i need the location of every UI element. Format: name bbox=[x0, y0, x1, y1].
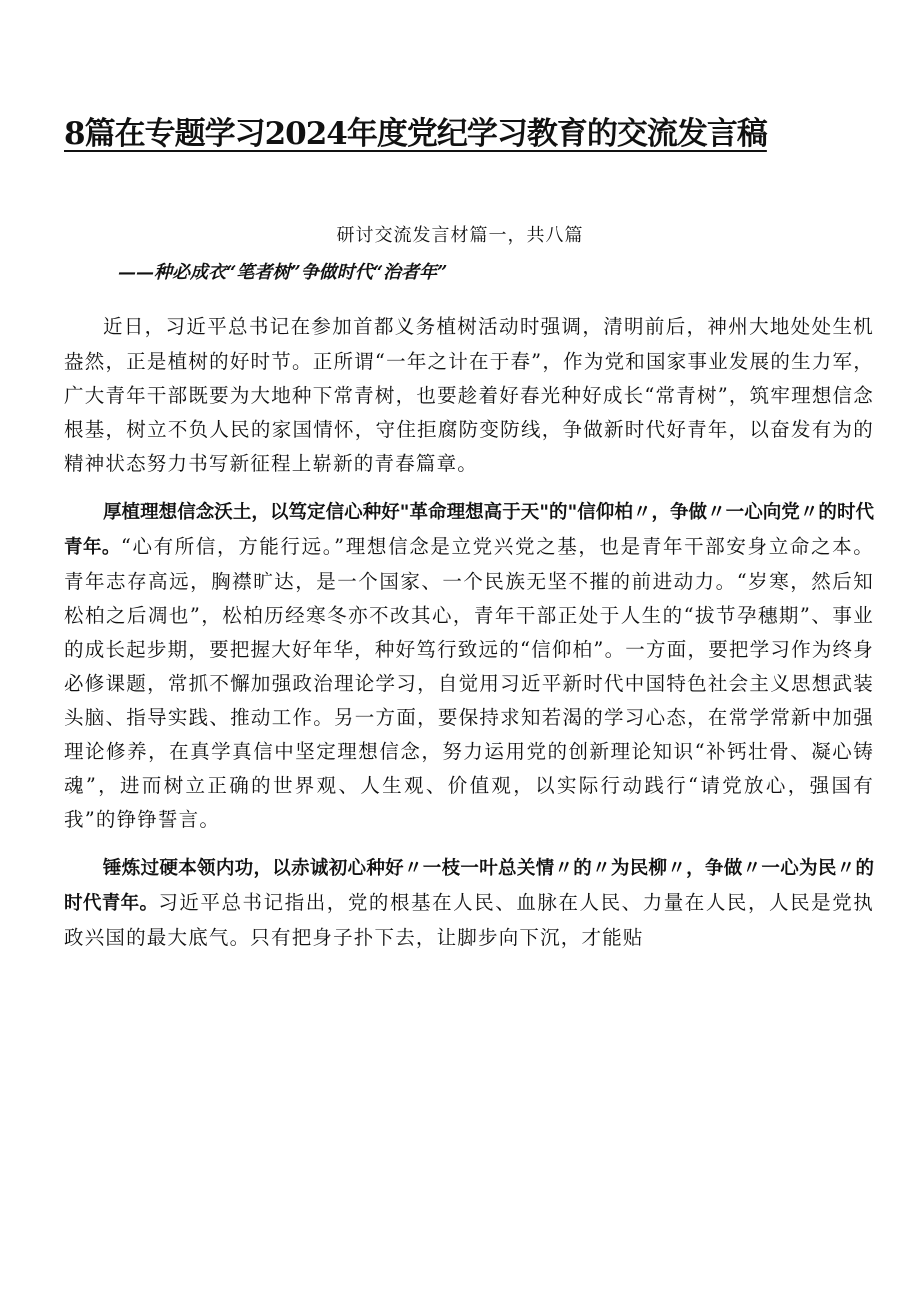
paragraph-lead: 锤炼过硬本领内功，以赤诚初心种好〃一枝一叶总关情〃的〃为民柳〃，争做〃一心为民〃的时代青年。 bbox=[64, 858, 874, 914]
document-title: 8篇在专题学习2024年度党纪学习教育的交流发言稿 bbox=[64, 116, 767, 152]
document-body bbox=[64, 310, 874, 969]
section-heading: ——种必成衣“笔者树”争做时代“治者年” bbox=[118, 262, 448, 283]
paragraph-lead: 厚植理想信念沃土，以笃定信心种好"革命理想高于天"的"信仰柏〃，争做〃一心向党〃的时代青年。 bbox=[64, 502, 874, 558]
paragraph-text: “心有所信，方能行远。”理想信念是立党兴党之基，也是青年干部安身立命之本。青年志存高远，胸襟旷达，是一个国家、一个民族无坚不摧的前进动力。“岁寒，然后知松柏之后凋也”，松柏历经寒冬亦不改其心，青年干部正处于人生的“拔节孕穗期”、事业的成长起步期，要把握大好年华，种好笃行致远的“信仰柏”。一方面，要把学习作为终身必修课题，常抓不懈加强政治理论学习，自觉用习近平新时代中国特色社会主义思想武装头脑、指导实践、推动工作。另一方面，要保持求知若渴的学习心态，在常学常新中加强理论修养，在真学真信中坚定理想信念，努力运用党的创新理论知识“补钙壮骨、凝心铸魂”，进而树立正确的世界观、人生观、价值观，以实际行动践行“请党放心，强国有我”的铮铮誓言。 bbox=[64, 535, 874, 831]
paragraph-text: 习近平总书记指出，党的根基在人民、血脉在人民、力量在人民，人民是党执政兴国的最大底气。只有把身子扑下去，让脚步向下沉，才能贴 bbox=[64, 891, 874, 949]
paragraph-text: 近日，习近平总书记在参加首都义务植树活动时强调，清明前后，神州大地处处生机盎然，正是植树的好时节。正所谓“一年之计在于春”，作为党和国家事业发展的生力军，广大青年干部既要为大地种下常青树，也要趁着好春光种好成长“常青树”，筑牢理想信念根基，树立不负人民的家国情怀，守住拒腐防变防线，争做新时代好青年，以奋发有为的精神状态努力书写新征程上崭新的青春篇章。 bbox=[64, 315, 874, 475]
paragraph bbox=[64, 851, 874, 955]
document-subtitle: 研讨交流发言材篇一，共八篇 bbox=[336, 225, 584, 246]
paragraph bbox=[64, 495, 874, 837]
paragraph bbox=[64, 310, 874, 481]
